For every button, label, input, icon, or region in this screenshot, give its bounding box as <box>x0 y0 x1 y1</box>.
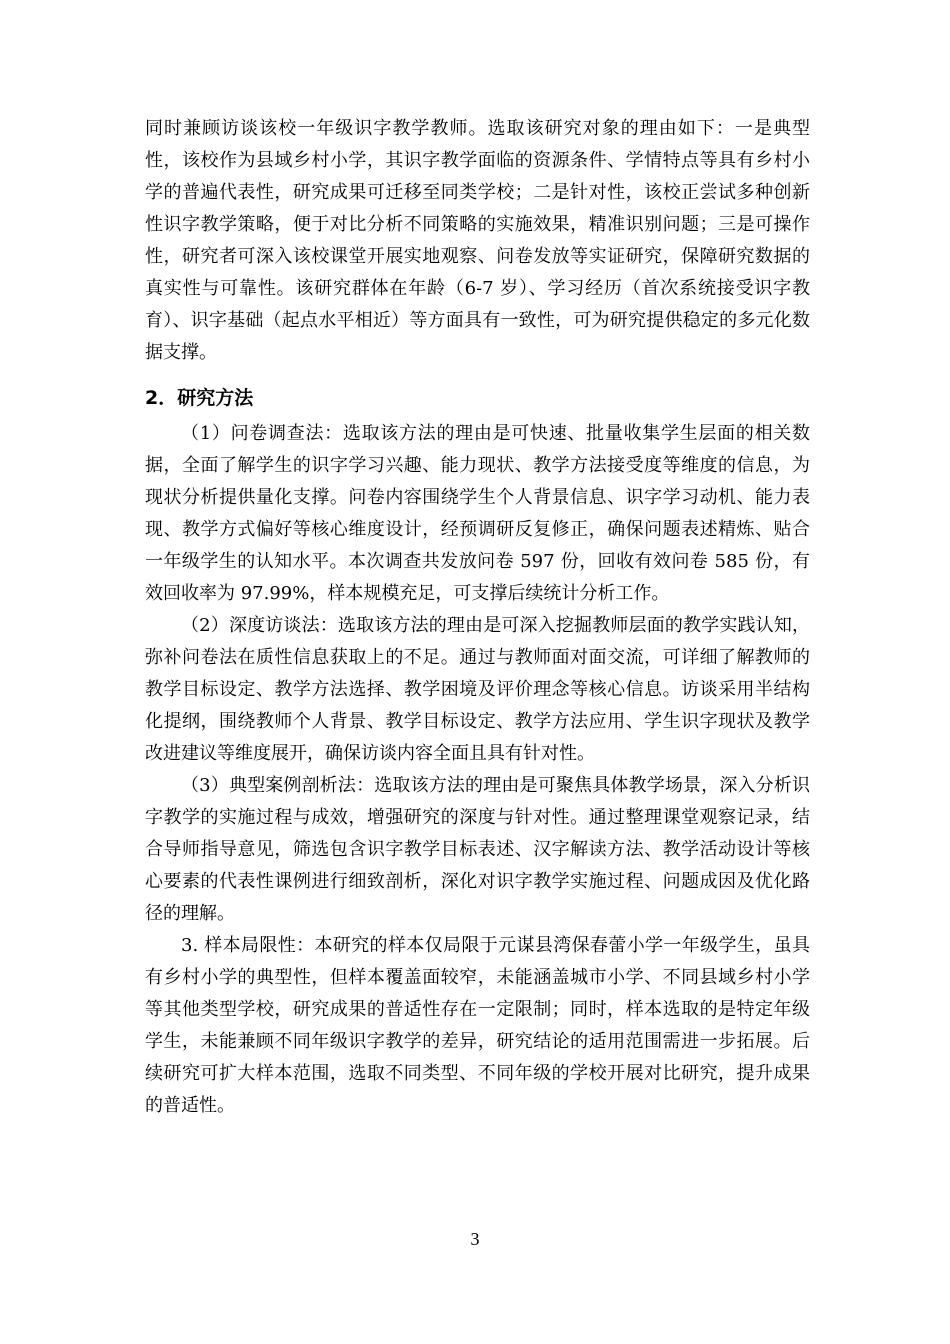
intro-paragraph: 同时兼顾访谈该校一年级识字教学教师。选取该研究对象的理由如下：一是典型性，该校作为县域乡村小学，其识字教学面临的资源条件、学情特点等具有乡村小学的普遍代表性，研究成果可迁移至同类学校；二是针对性，该校正尝试多种创新性识字教学策略，便于对比分析不同策略的实施效果，精准识别问题；三是可操作性，研究者可深入该校课堂开展实地观察、问卷发放等实证研究，保障研究数据的真实性与可靠性。该研究群体在年龄（6-7 岁）、学习经历（首次系统接受识字教育）、识字基础（起点水平相近）等方面具有一致性，可为研究提供稳定的多元化数据支撑。 <box>145 118 810 363</box>
method-paragraph-interview: （2）深度访谈法：选取该方法的理由是可深入挖掘教师层面的教学实践认知，弥补问卷法在质性信息获取上的不足。通过与教师面对面交流，可详细了解教师的教学目标设定、教学方法选择、教学困境及评价理念等核心信息。访谈采用半结构化提纲，围绕教师个人背景、教学目标设定、教学方法应用、学生识字现状及教学改进建议等维度展开，确保访谈内容全面且具有针对性。 <box>145 615 810 764</box>
page-number: 3 <box>470 1229 480 1249</box>
page-body <box>145 113 810 1122</box>
method-paragraph-questionnaire: （1）问卷调查法：选取该方法的理由是可快速、批量收集学生层面的相关数据，全面了解学生的识字学习兴趣、能力现状、教学方法接受度等维度的信息，为现状分析提供量化支撑。问卷内容围绕学生个人背景信息、识字学习动机、能力表现、教学方式偏好等核心维度设计，经预调研反复修正，确保问题表述精炼、贴合一年级学生的认知水平。本次调查共发放问卷 597 份，回收有效问卷 585 份，有效回收率为 97.99%，样本规模充足，可支撑后续统计分析工作。 <box>145 423 810 604</box>
limitation-paragraph: 3. 样本局限性：本研究的样本仅局限于元谋县湾保春蕾小学一年级学生，虽具有乡村小学的典型性，但样本覆盖面较窄，未能涵盖城市小学、不同县域乡村小学等其他类型学校，研究成果的普适性存在一定限制；同时，样本选取的是特定年级学生，未能兼顾不同年级识字教学的差异，研究结论的适用范围需进一步拓展。后续研究可扩大样本范围，选取不同类型、不同年级的学校开展对比研究，提升成果的普适性。 <box>145 935 810 1116</box>
method-paragraph-case-study: （3）典型案例剖析法：选取该方法的理由是可聚焦具体教学场景，深入分析识字教学的实施过程与成效，增强研究的深度与针对性。通过整理课堂观察记录，结合导师指导意见，筛选包含识字教学目标表述、汉字解读方法、教学活动设计等核心要素的代表性课例进行细致剖析，深化对识字教学实施过程、问题成因及优化路径的理解。 <box>145 775 810 924</box>
section-heading: 2．研究方法 <box>145 387 254 409</box>
